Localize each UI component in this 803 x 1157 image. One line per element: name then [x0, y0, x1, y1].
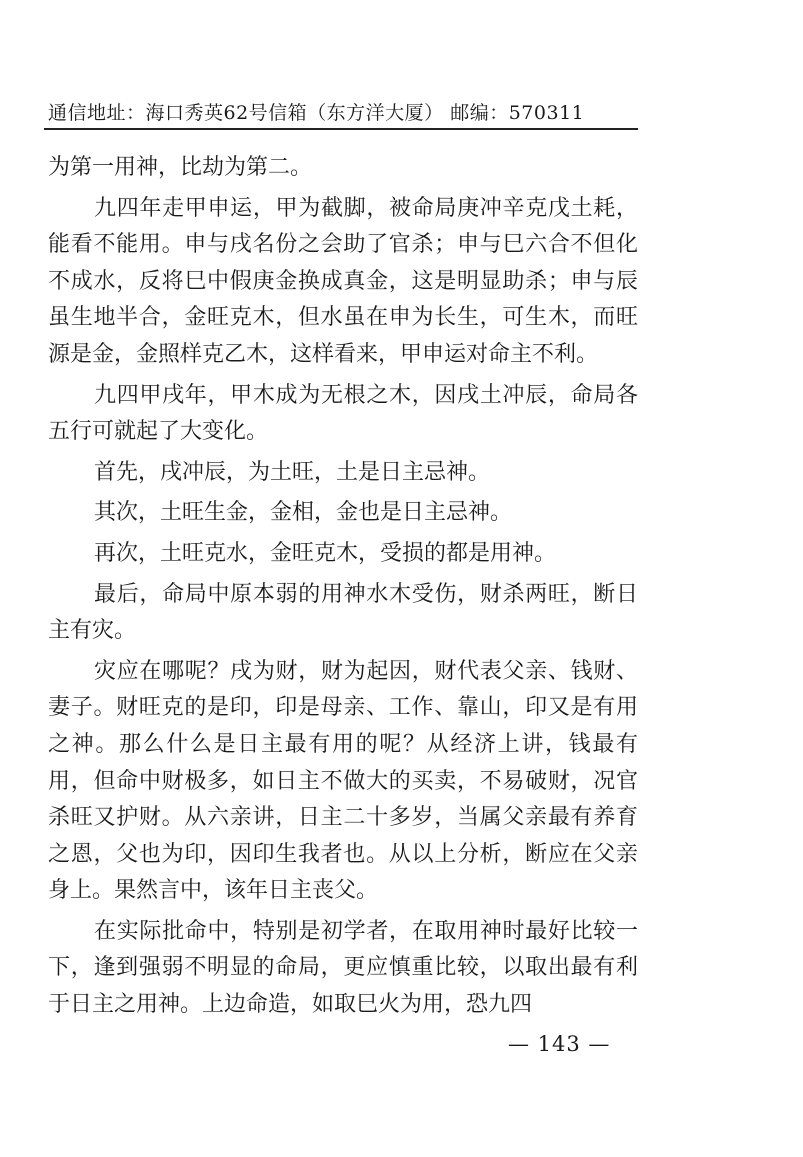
paragraph: 首先，戌冲辰，为土旺，土是日主忌神。 — [94, 459, 491, 485]
header-divider — [44, 128, 638, 130]
paragraph: 九四甲戌年，甲木成为无根之木，因戌土冲辰，命局各五行可就起了大变化。 — [48, 382, 638, 445]
paragraph: 在实际批命中，特别是初学者，在取用神时最好比较一下，逢到强弱不明显的命局，更应慎重比较，以取出最有利于日主之用神。上边命造，如取巳火为用，恐九四 — [48, 918, 638, 1018]
page-number: — 143 — — [508, 1032, 611, 1056]
paragraph: 为第一用神，比劫为第二。 — [48, 155, 313, 180]
paragraph: 最后，命局中原本弱的用神水木受伤，财杀两旺，断日主有灾。 — [48, 581, 638, 644]
paragraph: 九四年走甲申运，甲为截脚，被命局庚冲辛克戊土耗，能看不能用。申与戌名份之会助了官杀；申与巳六合不但化不成水，反将巳中假庚金换成真金，这是明显助杀；申与辰虽生地半合，金旺克木，但水虽在申为长生，可生木，而旺源是金，金照样克乙木，这样看来，甲申运对命主不利。 — [48, 195, 638, 367]
paragraph: 其次，土旺生金，金相，金也是日主忌神。 — [94, 500, 513, 526]
body-text — [48, 150, 638, 1028]
paragraph: 再次，土旺克水，金旺克木，受损的都是用神。 — [94, 540, 557, 566]
paragraph: 灾应在哪呢？戌为财，财为起因，财代表父亲、钱财、妻子。财旺克的是印，印是母亲、工作、靠山，印又是有用之神。那么什么是日主最有用的呢？从经济上讲，钱最有用，但命中财极多，如日主不做大的买卖，不易破财，况官杀旺又护财。从六亲讲，日主二十多岁，当属父亲最有养育之恩，父也为印，因印生我者也。从以上分析，断应在父亲身上。果然言中，该年日主丧父。 — [48, 658, 638, 904]
page-header-address: 通信地址：海口秀英62号信箱（东方洋大厦） 邮编：570311 — [48, 102, 585, 124]
